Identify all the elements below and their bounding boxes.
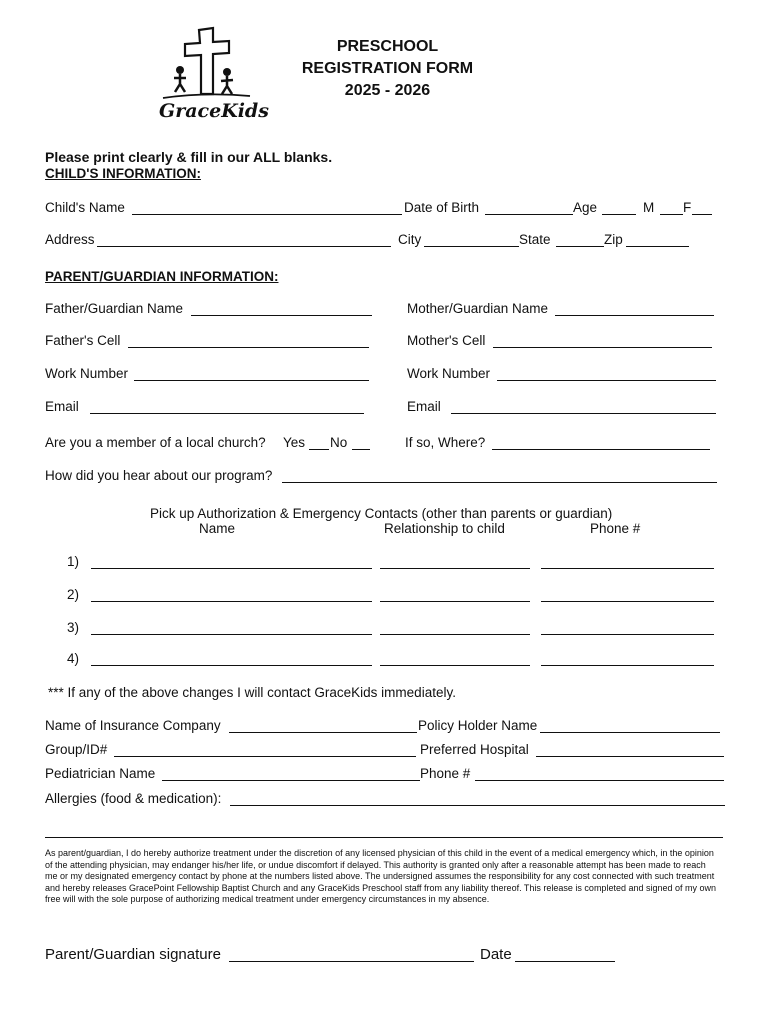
contact-row-3-phone[interactable] — [541, 634, 714, 635]
date-label: Date — [480, 946, 512, 963]
email-left-label: Email — [45, 399, 79, 414]
email-right-label: Email — [407, 399, 441, 414]
contact-row-4-number: 4) — [67, 651, 80, 666]
signature-field[interactable] — [229, 961, 474, 962]
contact-row-3-relationship[interactable] — [380, 634, 530, 635]
group-id-label: Group/ID# — [45, 742, 108, 757]
m-field[interactable] — [660, 214, 683, 215]
yes-field[interactable] — [309, 449, 329, 450]
hear-label: How did you hear about our program? — [45, 468, 273, 483]
childs-name-label: Child's Name — [45, 200, 125, 215]
phone-field[interactable] — [475, 780, 724, 781]
where-field[interactable] — [492, 449, 710, 450]
contact-row-1-name[interactable] — [91, 568, 372, 569]
col-phone-header: Phone # — [590, 521, 641, 536]
parent-section-heading: PARENT/GUARDIAN INFORMATION: — [45, 269, 279, 284]
allergies-field-continued[interactable] — [45, 837, 723, 838]
father-name-label: Father/Guardian Name — [45, 301, 184, 316]
church-label: Are you a member of a local church? — [45, 435, 266, 450]
father-cell-label: Father's Cell — [45, 333, 121, 348]
state-field[interactable] — [556, 246, 604, 247]
policy-holder-field[interactable] — [540, 732, 720, 733]
allergies-field[interactable] — [230, 805, 725, 806]
phone-label: Phone # — [420, 766, 471, 781]
group-id-field[interactable] — [114, 756, 416, 757]
work-number-left-label: Work Number — [45, 366, 129, 381]
gracekids-logo — [155, 26, 269, 126]
email-right-field[interactable] — [451, 413, 716, 414]
mother-cell-label: Mother's Cell — [407, 333, 486, 348]
title-line-2: REGISTRATION FORM — [301, 60, 474, 77]
dob-label: Date of Birth — [404, 200, 480, 215]
title-line-3: 2025 - 2026 — [344, 82, 431, 99]
hear-field[interactable] — [282, 482, 717, 483]
work-number-right-label: Work Number — [407, 366, 491, 381]
changes-note: *** If any of the above changes I will contact GraceKids immediately. — [48, 685, 456, 700]
f-label: F — [683, 200, 692, 215]
contact-row-3-number: 3) — [67, 620, 80, 635]
where-label: If so, Where? — [405, 435, 486, 450]
no-label: No — [330, 435, 348, 450]
contact-row-2-number: 2) — [67, 587, 80, 602]
dob-field[interactable] — [485, 214, 573, 215]
contact-row-3-name[interactable] — [91, 634, 372, 635]
mother-name-field[interactable] — [555, 315, 714, 316]
no-field[interactable] — [352, 449, 370, 450]
city-label: City — [398, 232, 422, 247]
contact-row-2-phone[interactable] — [541, 601, 714, 602]
allergies-label: Allergies (food & medication): — [45, 791, 222, 806]
mother-cell-field[interactable] — [493, 347, 712, 348]
col-name-header: Name — [199, 521, 236, 536]
city-field[interactable] — [424, 246, 519, 247]
work-number-right-field[interactable] — [497, 380, 716, 381]
date-field[interactable] — [515, 961, 615, 962]
col-relationship-header: Relationship to child — [384, 521, 505, 536]
contact-row-1-number: 1) — [67, 554, 80, 569]
yes-label: Yes — [283, 435, 306, 450]
address-label: Address — [45, 232, 95, 247]
age-label: Age — [573, 200, 598, 215]
hospital-label: Preferred Hospital — [420, 742, 529, 757]
title-line-1: PRESCHOOL — [336, 38, 439, 55]
contact-row-4-phone[interactable] — [541, 665, 714, 666]
hospital-field[interactable] — [536, 756, 724, 757]
form-title — [270, 36, 505, 102]
policy-holder-label: Policy Holder Name — [418, 718, 538, 733]
contact-row-1-phone[interactable] — [541, 568, 714, 569]
childs-name-field[interactable] — [132, 214, 402, 215]
contact-row-2-relationship[interactable] — [380, 601, 530, 602]
insurance-label: Name of Insurance Company — [45, 718, 221, 733]
authorization-text: As parent/guardian, I do hereby authorize treatment under the discretion of any licensed physician of this child in the event of a medical emergency which, in the opinion of the attending physician, may endanger his/her life, or undue discomfort if delayed. This authority is granted only after a reasonable attempt has been made to reach me or my designated emergency contact by phone at the numbers listed above. The undersigned assumes the responsibility for any cost connected with such treatment and hereby releases GracePoint Fellowship Baptist Church and any GraceKids Preschool staff from any liability thereof. This release is completed and signed of my own free will with the sole purpose of authorizing medical treatment under emergency circumstances in my absence. — [45, 848, 717, 904]
father-cell-field[interactable] — [128, 347, 369, 348]
logo-text: GraceKids — [159, 100, 269, 122]
insurance-field[interactable] — [229, 732, 417, 733]
contact-row-2-name[interactable] — [91, 601, 372, 602]
state-label: State — [519, 232, 551, 247]
father-name-field[interactable] — [191, 315, 372, 316]
mother-name-label: Mother/Guardian Name — [407, 301, 549, 316]
contact-row-4-name[interactable] — [91, 665, 372, 666]
contacts-heading: Pick up Authorization & Emergency Contacts (other than parents or guardian) — [150, 506, 613, 521]
age-field[interactable] — [602, 214, 636, 215]
zip-label: Zip — [604, 232, 623, 247]
instructions: Please print clearly & fill in our ALL blanks. — [45, 149, 333, 165]
address-field[interactable] — [97, 246, 391, 247]
m-label: M — [643, 200, 655, 215]
pediatrician-field[interactable] — [162, 780, 420, 781]
contact-row-1-relationship[interactable] — [380, 568, 530, 569]
f-field[interactable] — [692, 214, 712, 215]
contact-row-4-relationship[interactable] — [380, 665, 530, 666]
work-number-left-field[interactable] — [134, 380, 369, 381]
child-section-heading: CHILD'S INFORMATION: — [45, 166, 201, 181]
zip-field[interactable] — [626, 246, 689, 247]
pediatrician-label: Pediatrician Name — [45, 766, 156, 781]
signature-label: Parent/Guardian signature — [45, 946, 221, 963]
email-left-field[interactable] — [90, 413, 364, 414]
